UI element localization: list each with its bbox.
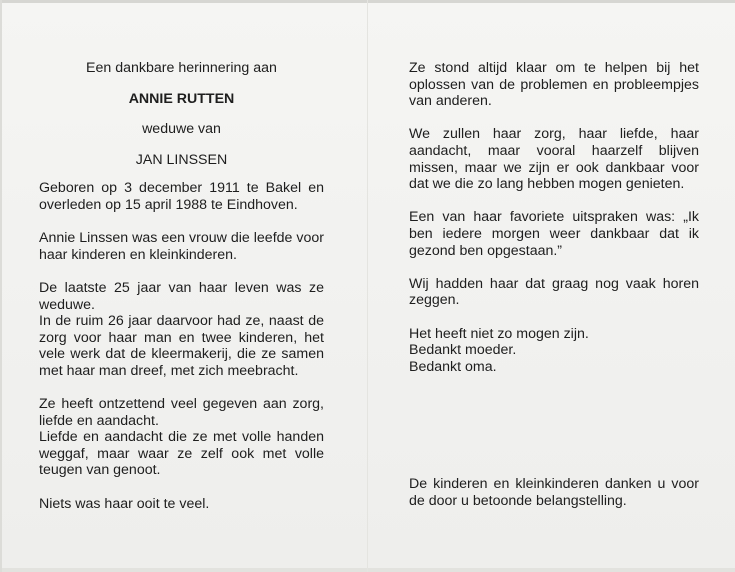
paragraph-nothing-too-much: Niets was haar ooit te veel. <box>39 495 210 512</box>
thanks-text: De kinderen en kleinkinderen danken u voor de door u betoonde belangstelling. <box>409 476 699 509</box>
husband-name: JAN LINSSEN <box>135 151 228 168</box>
card-fold-line <box>367 0 368 572</box>
birth-death-text: Geboren op 3 december 1911 te Bakel en overleden op 15 april 1988 te Eindhoven. <box>39 180 324 213</box>
paragraph-helping: Ze stond altijd klaar om te helpen bij het oplossen van de problemen en probleempjes van anderen. <box>409 60 699 110</box>
closing-line-3: Bedankt oma. <box>409 358 497 375</box>
deceased-name: ANNIE RUTTEN <box>128 90 235 107</box>
closing-line-2: Bedankt moeder. <box>409 342 517 359</box>
paragraph-missing: We zullen haar zorg, haar liefde, haar aandacht, maar vooral haarzelf blijven missen, maar we zijn er ook dankbaar voor dat we die zo lang hebben mogen genieten. <box>409 126 699 193</box>
paragraph-quote: Een van haar favoriete uitspraken was: „Ik ben iedere morgen weer dankbaar dat ik gezond ben opgestaan.” <box>409 209 699 259</box>
paragraph-widow: De laatste 25 jaar van haar leven was ze weduwe. <box>39 279 324 313</box>
closing-lines <box>409 326 699 376</box>
relation-text: weduwe van <box>142 121 221 138</box>
paragraph-wish: Wij hadden haar dat graag nog vaak horen zeggen. <box>409 275 699 309</box>
left-column <box>39 60 324 529</box>
paragraph-family: Annie Linssen was een vrouw die leefde voor haar kinderen en kleinkinderen. <box>39 230 324 263</box>
paragraph-tailoring: In de ruim 26 jaar daarvoor had ze, naast de zorg voor haar man en twee kinderen, het vele werk dat de kleermakerij, die ze samen met haar man dreef, met zich meebracht. <box>39 313 324 379</box>
paragraph-love: Liefde en aandacht die ze met volle handen weggaf, maar waar ze zelf ook met volle teugen van genoot. <box>39 429 324 479</box>
paragraph-care: Ze heeft ontzettend veel gegeven aan zorg, liefde en aandacht. <box>39 396 324 429</box>
closing-line-1: Het heeft niet zo mogen zijn. <box>409 325 589 342</box>
right-column <box>409 60 699 375</box>
card-left-edge <box>0 0 2 572</box>
intro-text: Een dankbare herinnering aan <box>86 60 277 76</box>
